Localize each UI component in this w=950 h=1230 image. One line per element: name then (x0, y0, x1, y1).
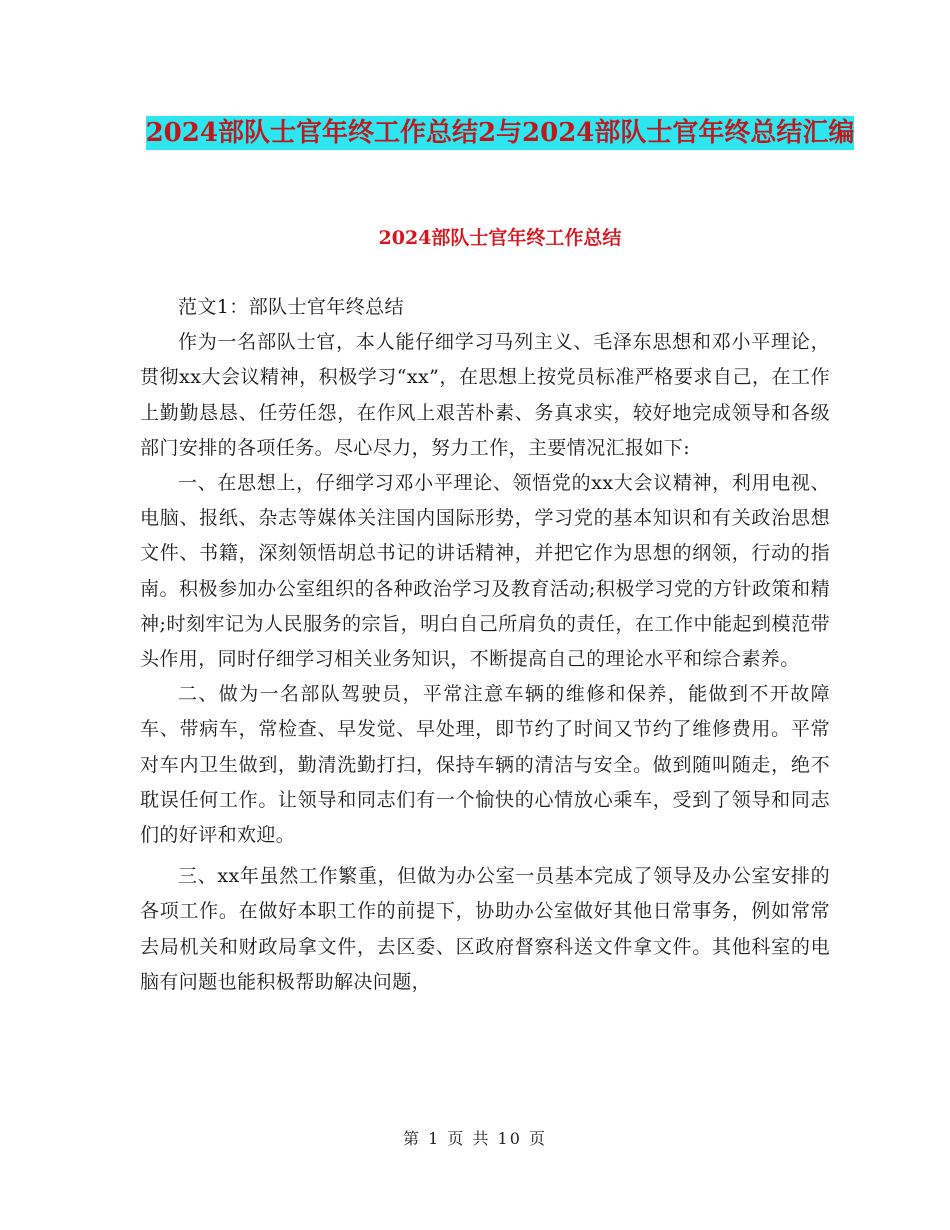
paragraph-office-work: 三、xx年虽然工作繁重，但做为办公室一员基本完成了领导及办公室安排的各项工作。在做好本职工作的前提下，协助办公室做好其他日常事务，例如常常去局机关和财政局拿文件，去区委、区政府督察科送文件拿文件。其他科室的电脑有问题也能积极帮助解决问题， (140, 865, 830, 993)
paragraph-sample-label: 范文1：部队士官年终总结 (178, 296, 404, 318)
page-number-footer: 第 1 页 共 10 页 (403, 1129, 547, 1148)
paragraph-intro: 作为一名部队士官，本人能仔细学习马列主义、毛泽东思想和邓小平理论，贯彻xx大会议精神，积极学习“xx”，在思想上按党员标准严格要求自己，在工作上勤勤恳恳、任劳任怨，在作风上艰苦朴素、务真求实，较好地完成领导和各级部门安排的各项任务。尽心尽力，努力工作，主要情况汇报如下: (140, 331, 830, 459)
section-title: 2024部队士官年终工作总结 (378, 227, 622, 249)
document-title-text: 2024部队士官年终工作总结2与2024部队士官年终总结汇编 (145, 118, 855, 148)
document-title (140, 108, 860, 158)
document-body (140, 290, 830, 1000)
paragraph-driver: 二、做为一名部队驾驶员，平常注意车辆的维修和保养，能做到不开故障车、带病车，常检查、早发觉、早处理，即节约了时间又节约了维修费用。平常对车内卫生做到，勤清洗勤打扫，保持车辆的清洁与安全。做到随叫随走，绝不耽误任何工作。让领导和同志们有一个愉快的心情放心乘车，受到了领导和同志们的好评和欢迎。 (140, 683, 830, 847)
paragraph-thought: 一、在思想上，仔细学习邓小平理论、领悟党的xx大会议精神，利用电视、电脑、报纸、杂志等媒体关注国内国际形势，学习党的基本知识和有关政治思想文件、书籍，深刻领悟胡总书记的讲话精神，并把它作为思想的纲领，行动的指南。积极参加办公室组织的各种政治学习及教育活动;积极学习党的方针政策和精神;时刻牢记为人民服务的宗旨，明白自己所肩负的责任，在工作中能起到模范带头作用，同时仔细学习相关业务知识，不断提高自己的理论水平和综合素养。 (140, 472, 830, 671)
